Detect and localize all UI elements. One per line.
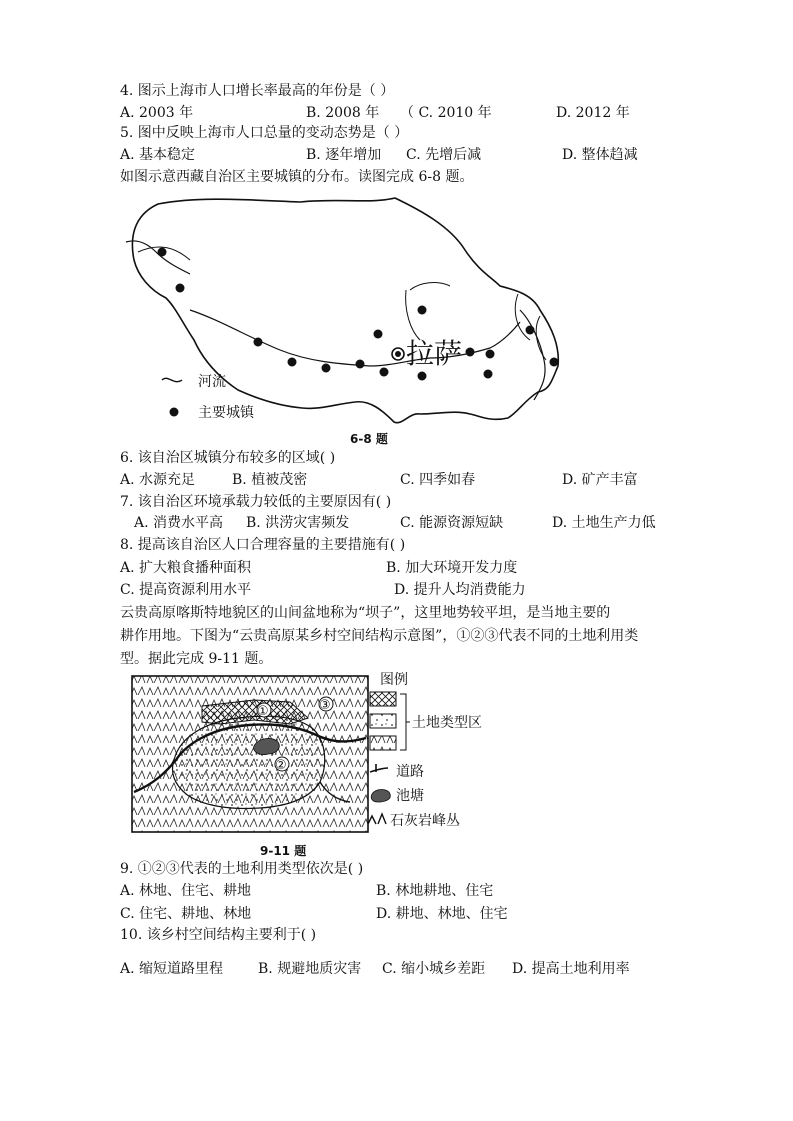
town-marker: [550, 358, 559, 367]
marker-3: ③: [319, 698, 331, 713]
legend-farmland-swatch: [370, 714, 396, 728]
lhasa-label: 拉萨: [406, 337, 463, 370]
q4-option-a: A. 2003 年: [120, 105, 194, 121]
town-marker: [380, 368, 389, 377]
q10-option-c: C. 缩小城乡差距: [382, 961, 486, 977]
tibet-outline: [132, 198, 558, 423]
q9-option-d: D. 耕地、林地、住宅: [376, 906, 508, 922]
river-line: [126, 241, 190, 274]
legend-forest-swatch: [370, 736, 396, 750]
q6-option-c: C. 四季如春: [400, 472, 476, 488]
q9-option-a: A. 林地、住宅、耕地: [120, 883, 252, 899]
q5-option-d: D. 整体趋减: [562, 147, 638, 163]
town-marker: [356, 360, 365, 369]
q4-option-d: D. 2012 年: [556, 105, 630, 121]
legend-settlement-swatch: [370, 692, 396, 706]
q4-option-b: B. 2008 年: [306, 105, 380, 121]
town-marker: [486, 350, 495, 359]
town-marker: [322, 364, 331, 373]
village-map-caption: 9-11 题: [260, 844, 307, 858]
q5-option-a: A. 基本稳定: [120, 147, 196, 163]
legend-bracket: [400, 694, 410, 750]
q6-option-a: A. 水源充足: [120, 472, 196, 488]
village-map: [130, 672, 510, 836]
town-markers: [158, 248, 559, 381]
legend-land-label: 土地类型区: [412, 715, 482, 731]
town-marker: [484, 370, 493, 379]
q8-option-a: A. 扩大粮食播种面积: [120, 560, 252, 576]
town-marker: [526, 326, 535, 335]
q8-option-d: D. 提升人均消费能力: [394, 582, 526, 598]
q8-option-b: B. 加大环境开发力度: [386, 560, 518, 576]
q10-option-a: A. 缩短道路里程: [120, 961, 224, 977]
town-marker: [176, 284, 185, 293]
river-legend-icon: [162, 378, 182, 381]
river-line: [190, 310, 520, 366]
q8-option-c: C. 提高资源利用水平: [120, 582, 252, 598]
town-marker: [158, 248, 167, 257]
tibet-map-caption: 6-8 题: [350, 432, 388, 446]
q9-option-c: C. 住宅、耕地、林地: [120, 906, 252, 922]
q8-stem: 8. 提高该自治区人口合理容量的主要措施有( ): [120, 537, 406, 553]
q7-option-c: C. 能源资源短缺: [400, 515, 504, 531]
intro-9-11-line3: 型。据此完成 9-11 题。: [120, 651, 273, 667]
q7-option-a: A. 消费水平高: [134, 515, 224, 531]
marker-2: ②: [275, 758, 287, 773]
q6-option-b: B. 植被茂密: [232, 472, 308, 488]
q10-option-b: B. 规避地质灾害: [258, 961, 362, 977]
town-marker: [418, 372, 427, 381]
town-marker: [374, 330, 383, 339]
legend-peaks-icon: [368, 814, 386, 824]
legend-title: 图例: [380, 672, 408, 688]
legend-road-label: 道路: [396, 764, 424, 780]
legend-road-icon: [370, 764, 388, 772]
q9-option-b: B. 林地耕地、住宅: [376, 883, 494, 899]
q6-option-d: D. 矿产丰富: [562, 472, 638, 488]
intro-6-8: 如图示意西藏自治区主要城镇的分布。读图完成 6-8 题。: [120, 169, 474, 185]
q7-stem: 7. 该自治区环境承载力较低的主要原因有( ): [120, 494, 392, 510]
q5-option-b: B. 逐年增加: [306, 147, 382, 163]
legend-peaks-label: 石灰岩峰丛: [390, 813, 460, 829]
legend-pond-icon: [371, 790, 390, 803]
q4-option-c: （ C. 2010 年: [400, 105, 492, 121]
q5-stem: 5. 图中反映上海市人口总量的变动态势是（ ）: [120, 125, 409, 141]
town-marker: [466, 348, 475, 357]
town-marker: [254, 338, 263, 347]
q7-option-b: B. 洪涝灾害频发: [246, 515, 350, 531]
marker-1: ①: [257, 704, 269, 719]
intro-9-11-line2: 耕作用地。下图为“云贵高原某乡村空间结构示意图”，①②③代表不同的土地利用类: [120, 628, 639, 644]
legend-town-label: 主要城镇: [198, 405, 254, 421]
q7-option-d: D. 土地生产力低: [552, 515, 656, 531]
town-marker: [418, 306, 427, 315]
town-marker: [288, 358, 297, 367]
q5-option-c: C. 先增后减: [406, 147, 482, 163]
q10-stem: 10. 该乡村空间结构主要利于( ): [120, 927, 317, 943]
legend-river-label: 河流: [198, 374, 226, 390]
q4-stem: 4. 图示上海市人口增长率最高的年份是（ ）: [120, 83, 395, 99]
q10-option-d: D. 提高土地利用率: [512, 961, 630, 977]
town-legend-icon: [170, 408, 179, 417]
tibet-map: [120, 190, 580, 426]
legend-pond-label: 池塘: [396, 788, 424, 804]
river-line: [520, 310, 545, 400]
q6-stem: 6. 该自治区城镇分布较多的区域( ): [120, 450, 336, 466]
q9-stem: 9. ①②③代表的土地利用类型依次是( ): [120, 861, 364, 877]
intro-9-11-line1: 云贵高原喀斯特地貌区的山间盆地称为“坝子”，这里地势较平坦，是当地主要的: [120, 605, 611, 621]
